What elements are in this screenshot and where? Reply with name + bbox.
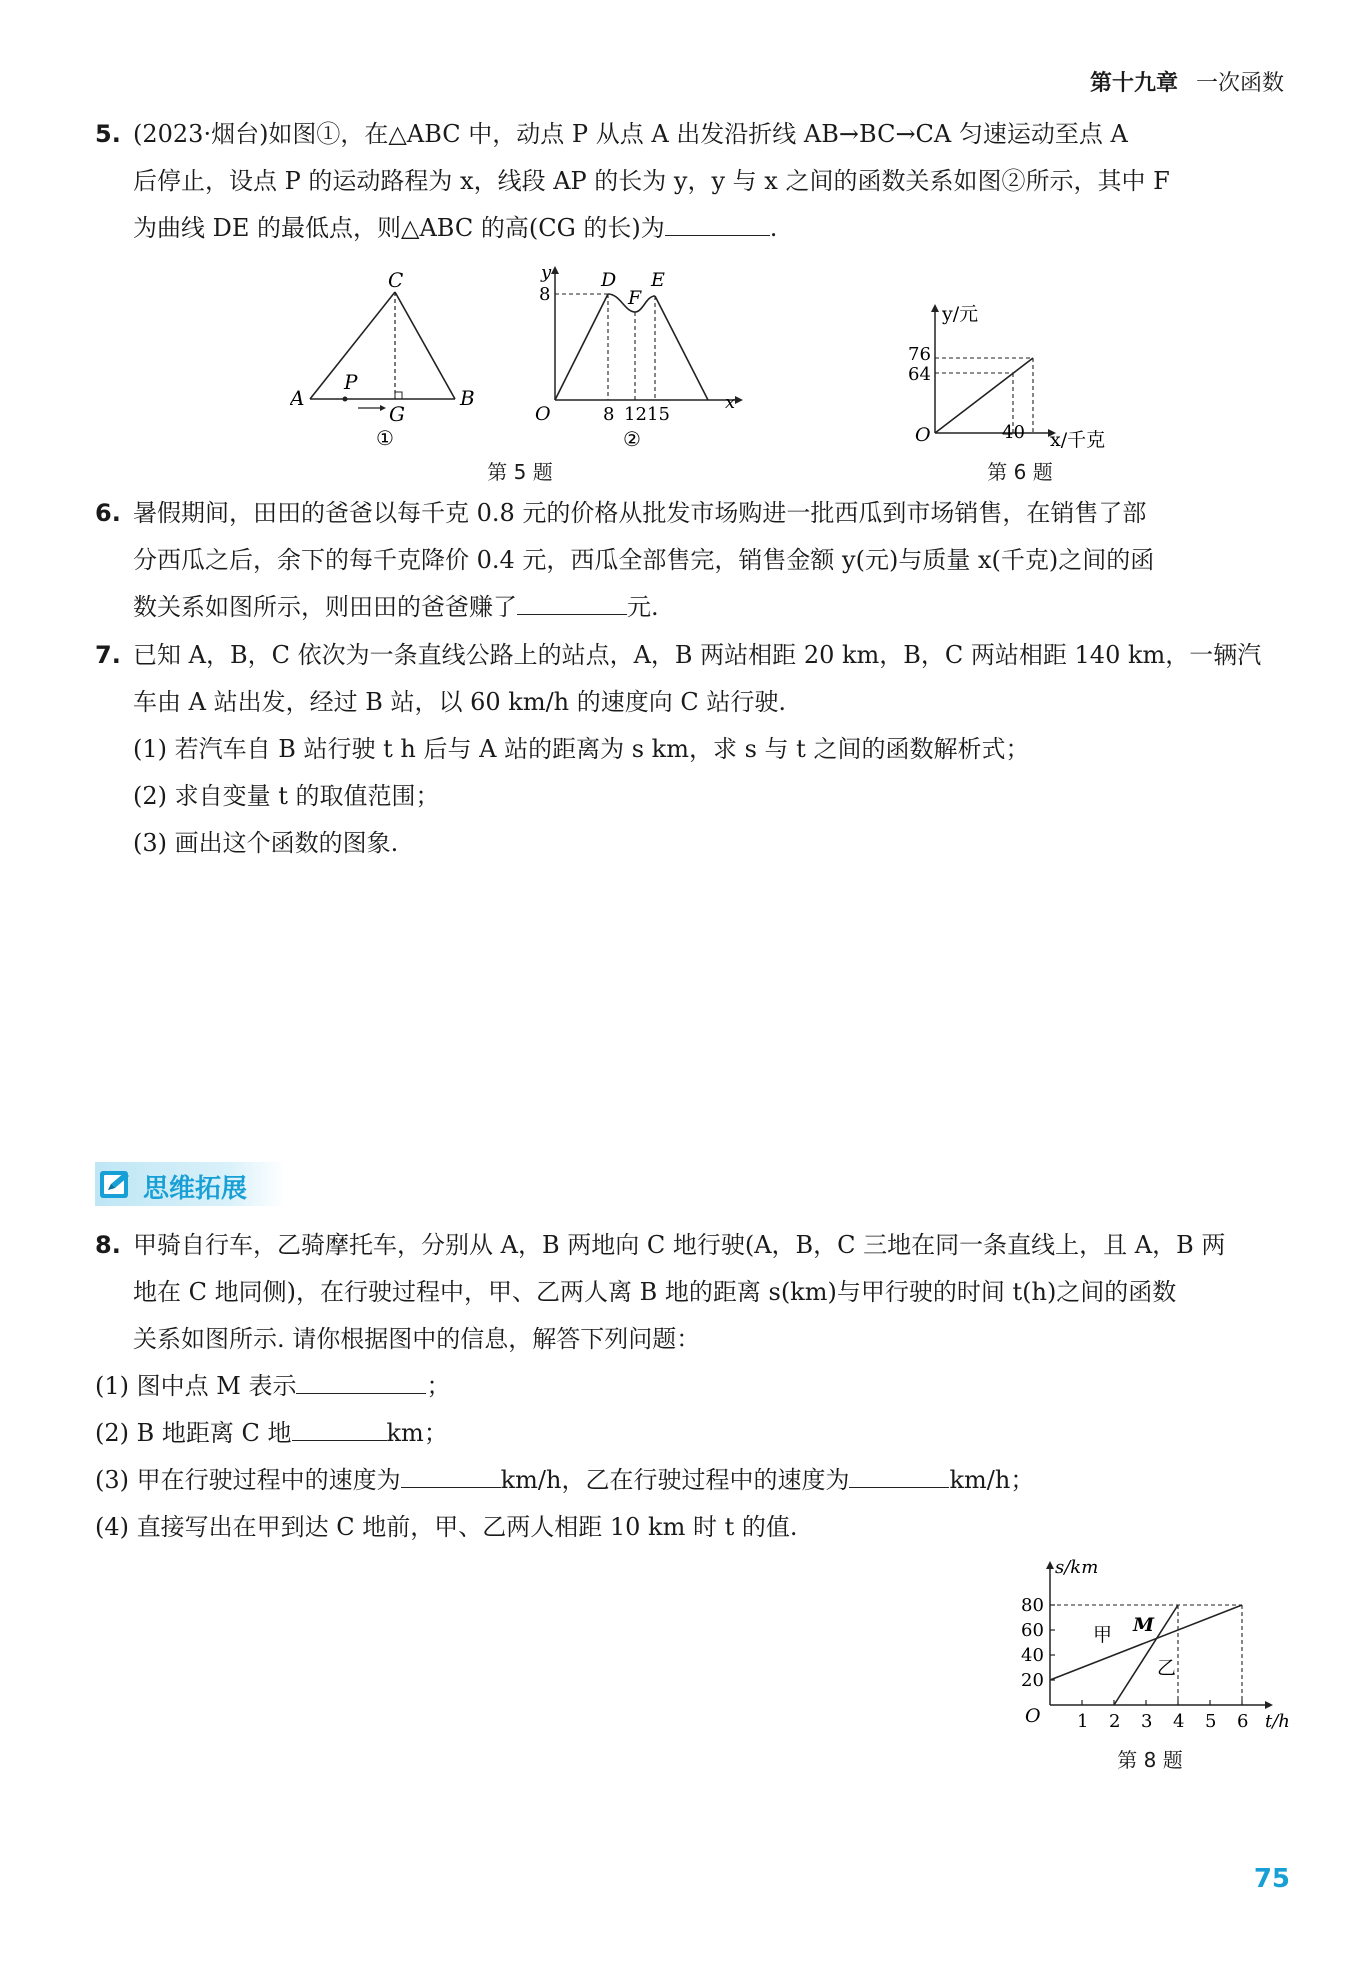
- x-tick-40: 40: [1002, 422, 1025, 443]
- problem-text-line: 车由 A 站出发，经过 B 站，以 60 km/h 的速度向 C 站行驶.: [133, 688, 787, 716]
- figure-caption: 第 6 题: [987, 460, 1053, 484]
- problem-number: 6.: [95, 499, 121, 527]
- yi-label: 乙: [1157, 1657, 1177, 1679]
- problem-text-line: 数关系如图所示，则田田的爸爸赚了: [133, 593, 517, 621]
- sub-question-text: km/h，乙在行驶过程中的速度为: [500, 1466, 850, 1494]
- sub-question-text: km；: [386, 1419, 448, 1447]
- origin-label: O: [1025, 1705, 1041, 1727]
- problem-8: [95, 1222, 1290, 1551]
- answer-blank[interactable]: [292, 1414, 387, 1441]
- x-tick-8: 8: [603, 404, 615, 425]
- answer-blank[interactable]: [665, 209, 770, 236]
- problem-6: [95, 490, 1290, 631]
- path-length-graph: [525, 260, 745, 452]
- problem-7: [95, 632, 1290, 867]
- sub-question-1: [95, 1363, 1290, 1410]
- point-f-label: F: [628, 287, 642, 309]
- problem-text-line: 为曲线 DE 的最低点，则△ABC 的高(CG 的长)为: [133, 214, 665, 242]
- sub-question-text: (3) 甲在行驶过程中的速度为: [95, 1466, 401, 1494]
- sub-question-4: (4) 直接写出在甲到达 C 地前，甲、乙两人相距 10 km 时 t 的值.: [95, 1513, 798, 1541]
- problem-text-line: 暑假期间，田田的爸爸以每千克 0.8 元的价格从批发市场购进一批西瓜到市场销售，在销售了部: [133, 499, 1147, 527]
- x-tick-label: 2: [1109, 1711, 1121, 1732]
- y-tick-label: 40: [1021, 1645, 1044, 1666]
- distance-time-graph: [1015, 1555, 1295, 1755]
- answer-blank[interactable]: [517, 588, 627, 615]
- answer-blank[interactable]: [401, 1461, 501, 1488]
- chapter-header: [1090, 66, 1284, 97]
- problem-text-line: 地在 C 地同侧)，在行驶过程中，甲、乙两人离 B 地的距离 s(km)与甲行驶的时间 t(h)之间的函数: [133, 1278, 1177, 1306]
- x-tick-label: 5: [1205, 1711, 1217, 1732]
- chapter-title: 一次函数: [1195, 71, 1284, 96]
- x-tick-label: 3: [1141, 1711, 1153, 1732]
- figure-caption: 第 8 题: [1117, 1748, 1183, 1772]
- x-axis-label: t/h: [1265, 1711, 1290, 1732]
- origin-label: O: [535, 403, 551, 425]
- problem-number: 7.: [95, 641, 121, 669]
- figure-1-label: ①: [376, 426, 394, 450]
- sub-question-text: (1) 图中点 M 表示: [95, 1372, 297, 1400]
- sales-graph: [900, 298, 1140, 458]
- problem-text-line: 分西瓜之后，余下的每千克降价 0.4 元，西瓜全部售完，销售金额 y(元)与质量 x(千克)之间的函: [133, 546, 1155, 574]
- x-tick-label: 1: [1077, 1711, 1089, 1732]
- section-title: 思维拓展: [143, 1174, 248, 1204]
- chapter-number: 第十九章: [1089, 71, 1178, 96]
- y-tick-76: 76: [908, 344, 931, 365]
- y-axis-label: y/元: [942, 303, 979, 325]
- sub-question-3: [95, 1457, 1290, 1504]
- y-axis-label: s/km: [1055, 1557, 1099, 1578]
- point-e-label: E: [651, 269, 665, 291]
- problem-text-line: 关系如图所示. 请你根据图中的信息，解答下列问题：: [133, 1325, 701, 1353]
- sub-question: (1) 若汽车自 B 站行驶 t h 后与 A 站的距离为 s km，求 s 与 t 之间的函数解析式；: [133, 735, 1030, 763]
- point-p-label: P: [344, 370, 358, 394]
- vertex-a-label: A: [290, 386, 305, 410]
- answer-blank[interactable]: [296, 1367, 426, 1394]
- problem-text-line: 甲骑自行车，乙骑摩托车，分别从 A，B 两地向 C 地行驶(A，B，C 三地在同一条直线上，且 A，B 两: [133, 1231, 1226, 1259]
- y-tick-8: 8: [539, 284, 551, 305]
- sub-question-2: [95, 1410, 1290, 1457]
- problem-number: 8.: [95, 1231, 121, 1259]
- page-number: 75: [1253, 1864, 1290, 1894]
- pencil-book-icon: [99, 1168, 133, 1200]
- x-tick-15: 15: [647, 404, 670, 425]
- y-tick-label: 60: [1021, 1620, 1044, 1641]
- jia-label: 甲: [1093, 1624, 1113, 1646]
- answer-blank[interactable]: [849, 1461, 949, 1488]
- problem-text-end: 元.: [627, 593, 659, 621]
- y-tick-label: 20: [1021, 1670, 1044, 1691]
- figure-caption: 第 5 题: [487, 460, 553, 484]
- problem-number: 5.: [95, 120, 121, 148]
- figure-2-label: ②: [623, 427, 641, 451]
- problem-text-end: .: [769, 214, 778, 242]
- problem-text-line: 已知 A，B，C 依次为一条直线公路上的站点，A，B 两站相距 20 km，B，C 两站相距 140 km，一辆汽: [133, 641, 1262, 669]
- x-tick-label: 6: [1237, 1711, 1249, 1732]
- sub-question: (3) 画出这个函数的图象.: [133, 829, 399, 857]
- section-header: [95, 1162, 285, 1206]
- point-g-label: G: [389, 402, 405, 426]
- point-m-label: M: [1133, 1614, 1155, 1636]
- point-d-label: D: [601, 269, 617, 291]
- problem-text-line: 后停止，设点 P 的运动路程为 x，线段 AP 的长为 y，y 与 x 之间的函数关系如图②所示，其中 F: [133, 167, 1170, 195]
- y-axis-label: y: [541, 262, 552, 283]
- sub-question: (2) 求自变量 t 的取值范围；: [133, 782, 440, 810]
- y-tick-64: 64: [908, 364, 931, 385]
- x-tick-12: 12: [624, 404, 647, 425]
- x-tick-label: 4: [1173, 1711, 1185, 1732]
- sub-question-text: ；: [426, 1372, 451, 1400]
- problem-5: [95, 111, 1290, 252]
- sub-question-text: (2) B 地距离 C 地: [95, 1419, 292, 1447]
- problem-text-line: (2023·烟台)如图①，在△ABC 中，动点 P 从点 A 出发沿折线 AB→BC→CA 匀速运动至点 A: [133, 120, 1128, 148]
- triangle-figure: [290, 262, 490, 452]
- x-axis-label: x/千克: [1050, 429, 1106, 451]
- vertex-b-label: B: [460, 386, 475, 410]
- vertex-c-label: C: [388, 268, 404, 292]
- origin-label: O: [915, 424, 931, 446]
- y-tick-label: 80: [1021, 1595, 1044, 1616]
- x-axis-label: x: [725, 392, 736, 413]
- sub-question-text: km/h；: [949, 1466, 1035, 1494]
